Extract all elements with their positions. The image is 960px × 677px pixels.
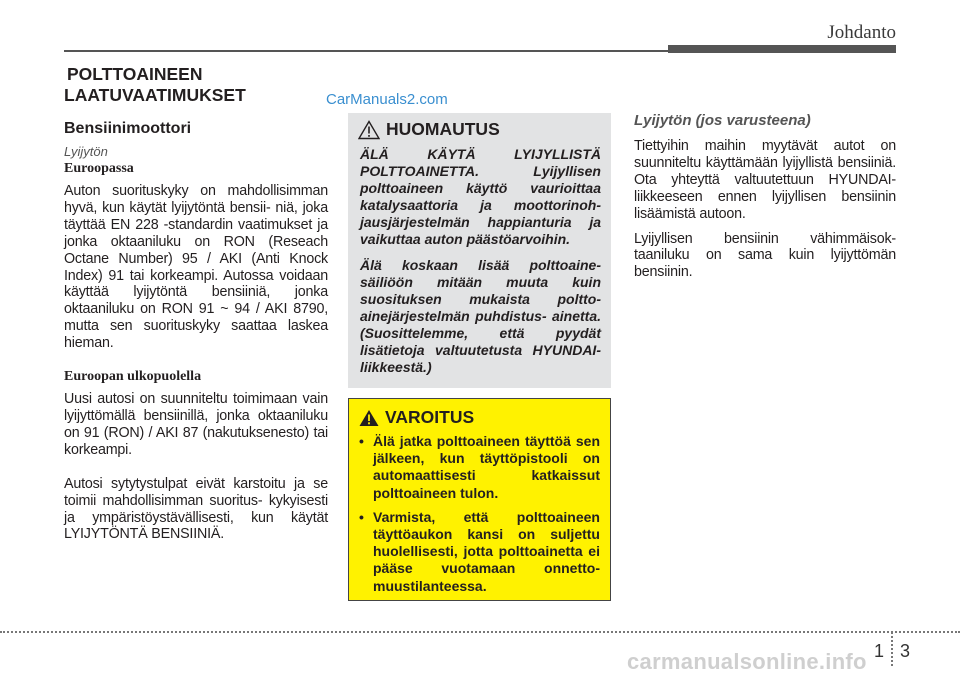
header-rule bbox=[64, 50, 670, 52]
notice-box bbox=[348, 113, 611, 388]
header-rule-accent bbox=[668, 45, 896, 53]
leaded-heading: Lyijytön (jos varusteena) bbox=[634, 112, 811, 129]
europe-heading: Euroopassa bbox=[64, 161, 134, 176]
section-title-line1: POLTTOAINEEN bbox=[67, 64, 203, 84]
warning-box bbox=[348, 398, 611, 601]
footer-watermark: carmanualsonline.info bbox=[627, 649, 867, 674]
notice-header bbox=[358, 119, 601, 140]
caution-triangle-icon bbox=[358, 120, 380, 140]
warning-triangle-icon bbox=[359, 409, 379, 427]
leaded-paragraph-2: Lyijyllisen bensiinin vähimmäisok- taaniluku on sama kuin lyijyttömän bensiinin. bbox=[634, 230, 896, 281]
page-section: 1 bbox=[874, 640, 885, 661]
warning-title: VAROITUS bbox=[385, 407, 475, 427]
chapter-title: Johdanto bbox=[827, 22, 896, 43]
warning-item: • Älä jatka polttoaineen täyttöä sen jälkeen, kun täyttöpistooli on automaattisesti katkaissut polttoaineen tulon. bbox=[359, 433, 600, 502]
warning-header bbox=[359, 407, 600, 428]
notice-paragraph-1: ÄLÄ KÄYTÄ LYIJYLLISTÄ POLTTOAINETTA. Lyijyllisen polttoaineen käyttö vaurioittaa katalysaattoria ja moottorinoh- jausjärjestelmän happianturia ja vaikuttaa auton päästöarvoihin. bbox=[360, 146, 601, 247]
outside-europe-heading: Euroopan ulkopuolella bbox=[64, 369, 202, 385]
site-watermark: CarManuals2.com bbox=[326, 91, 448, 108]
outside-europe-paragraph: Uusi autosi on suunniteltu toimimaan vain lyijyttömällä bensiinillä, jonka oktaaniluku on 91 (RON) / AKI 87 (nakutuksenesto) tai korkeampi. bbox=[64, 391, 328, 458]
section-title-line2: LAATUVAATIMUKSET bbox=[64, 85, 246, 105]
unleaded-heading: Lyijytön bbox=[64, 144, 108, 159]
right-column bbox=[634, 112, 896, 281]
page-index: 3 bbox=[900, 640, 911, 661]
left-column bbox=[64, 64, 328, 543]
notice-title: HUOMAUTUS bbox=[386, 119, 500, 139]
page-number bbox=[874, 636, 910, 666]
warning-list bbox=[359, 433, 600, 595]
notice-body bbox=[358, 146, 601, 376]
warning-item: • Varmista, että polttoaineen täyttöaukon kansi on suljettu huolellisesti, jotta polttoainetta ei pääse vuotamaan onnetto- muustilanteessa. bbox=[359, 509, 600, 595]
subsection-title: Bensiinimoottori bbox=[64, 120, 192, 137]
leaded-paragraph-1: Tiettyihin maihin myytävät autot on suunniteltu käyttämään lyijyllistä bensiiniä. Ota yhteyttä valtuutettuun HYUNDAI-liikkeeseen ennen lyijyllisen bensiinin lisäämistä autoon. bbox=[634, 138, 896, 222]
page-number-separator bbox=[891, 632, 893, 666]
section-title bbox=[64, 64, 328, 106]
europe-paragraph: Auton suorituskyky on mahdollisimman hyvä, kun käytät lyijytöntä bensii- niä, joka täyttää EN 228 -standardin vaatimukset ja jonka oktaaniluku on RON (Reseach Octane Number) 95 / AKI (Anti Knock Index) 91 tai korkeampi. Autossa voidaan käyttää lyijytöntä bensiiniä, jonka oktaaniluku on RON 91 ~ 94 / AKI 8790, mutta sen suorituskyky saattaa laskea hieman. bbox=[64, 183, 328, 352]
closing-paragraph: Autosi sytytystulpat eivät karstoitu ja se toimii mahdollisimman suoritus- kykyisesti ja ympäristöystävällisesti, kun käytät LYIJYTÖNTÄ BENSIINIÄ. bbox=[64, 475, 328, 543]
notice-paragraph-2: Älä koskaan lisää polttoaine- säiliöön mitään muuta kuin suosituksen mukaista poltto- ainejärjestelmän puhdistus- ainetta. (Suosittelemme, että pyydät lisätietoja valtuutetusta HYUNDAI-liikkeestä.) bbox=[360, 257, 601, 375]
footer-rule bbox=[0, 631, 960, 633]
